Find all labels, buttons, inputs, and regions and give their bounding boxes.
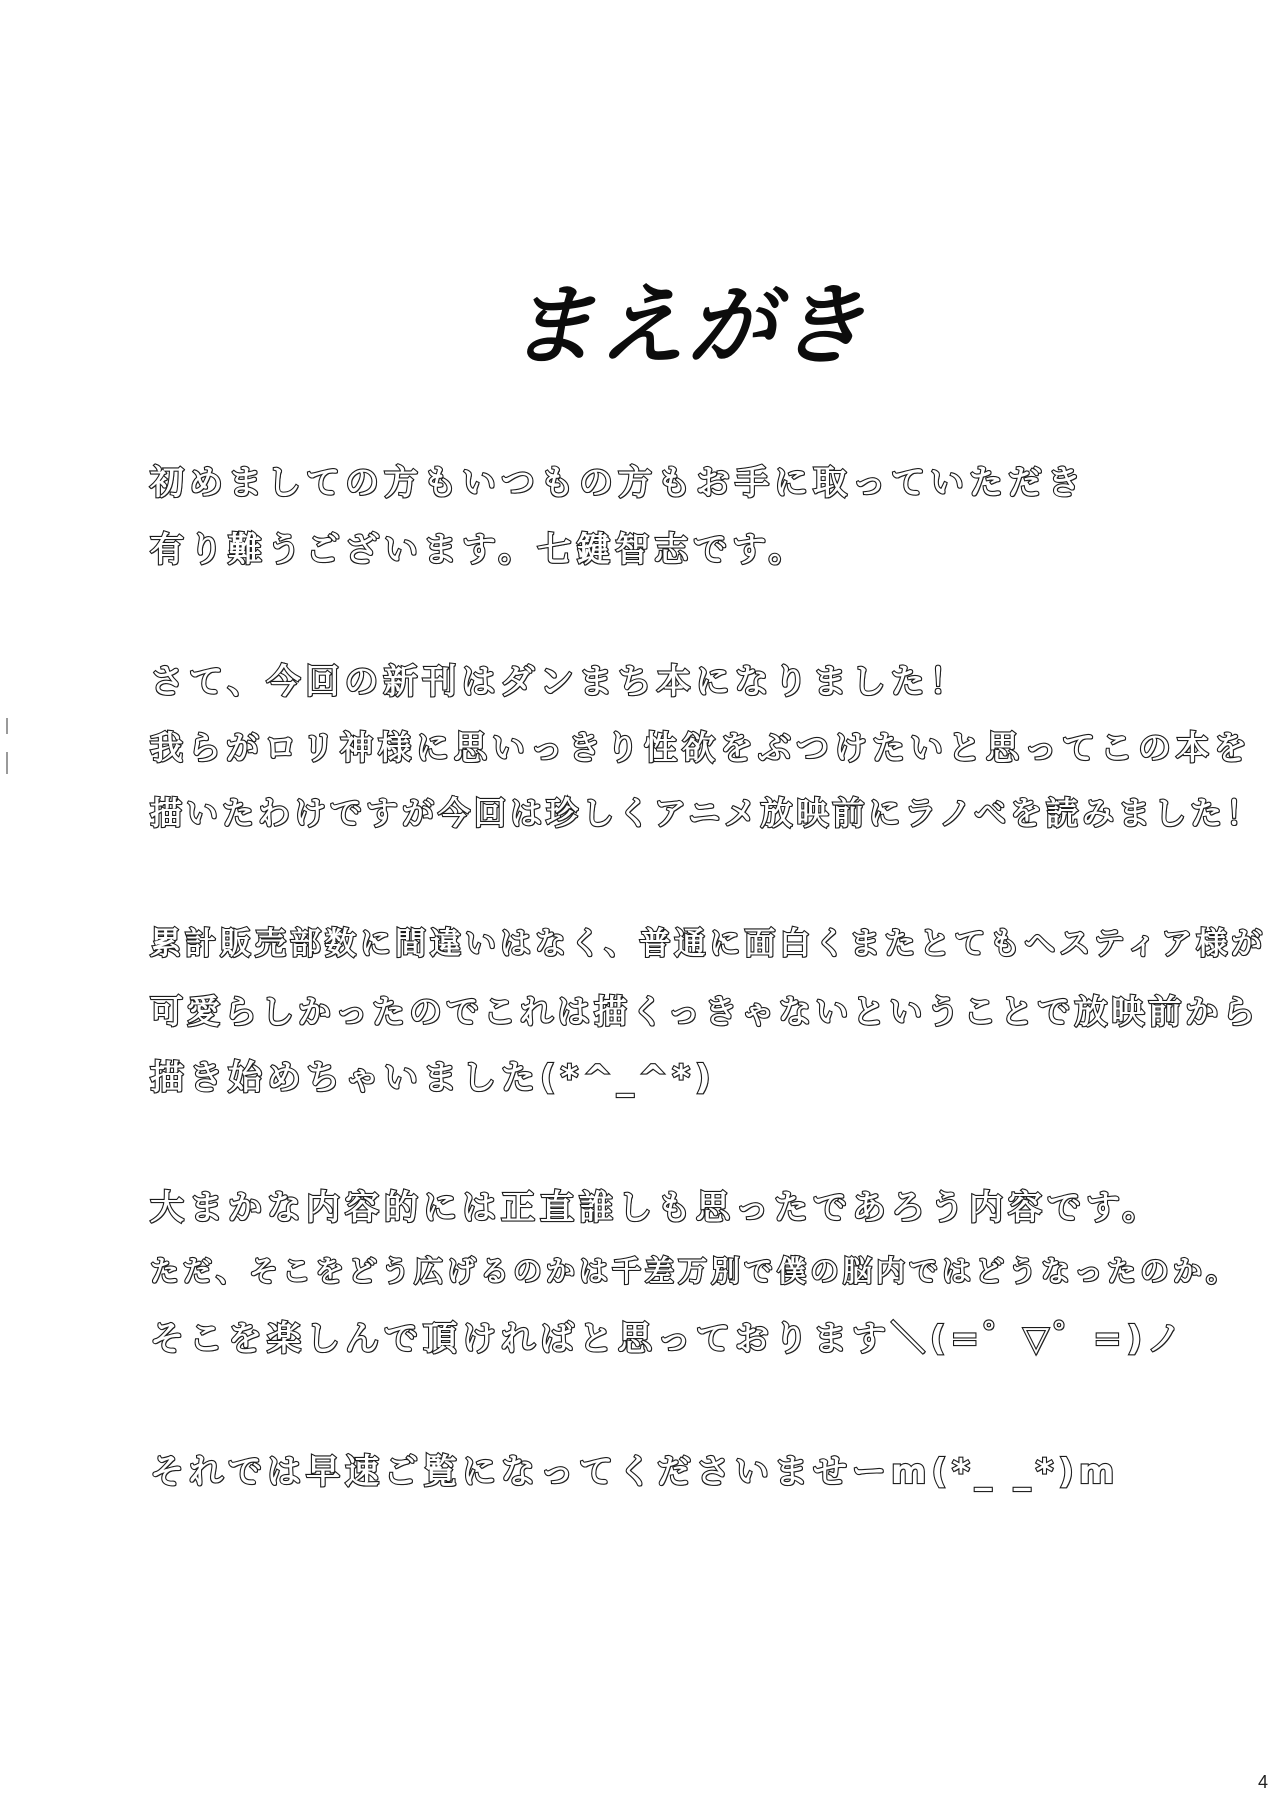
body-line: そこを楽しんで頂ければと思っております＼(=゜▽゜=)ノ	[150, 1319, 1187, 1359]
body-line: 描いたわけですが今回は珍しくアニメ放映前にラノベを読みました！	[150, 794, 1263, 832]
body-line: 累計販売部数に間違いはなく、普通に面白くまたとてもヘスティア様が	[150, 926, 1267, 962]
body-line: ただ、そこをどう広げるのかは千差万別で僕の脳内ではどうなったのか。	[150, 1254, 1240, 1288]
body-line: 可愛らしかったのでこれは描くっきゃないということで放映前から	[150, 992, 1260, 1031]
body-line: 大まかな内容的には正直誰しも思ったであろう内容です。	[150, 1188, 1162, 1228]
page-number: 4	[1257, 1772, 1268, 1792]
body-line: さて、今回の新刊はダンまち本になりました！	[150, 662, 969, 702]
body-line: それでは早速ご覧になってくださいませーm(*_ _*)m	[150, 1452, 1120, 1492]
body-line: 我らがロリ神様に思いっきり性欲をぶつけたいと思ってこの本を	[150, 728, 1252, 767]
scan-edge-mark	[6, 752, 8, 774]
body-line: 描き始めちゃいました(*^_^*)	[150, 1058, 716, 1098]
scan-edge-mark	[6, 718, 8, 734]
page-title: まえがき	[507, 274, 868, 377]
body-line: 初めましての方もいつもの方もお手に取っていただき	[150, 463, 1086, 503]
body-line: 有り難うございます。七鍵智志です。	[150, 530, 808, 570]
